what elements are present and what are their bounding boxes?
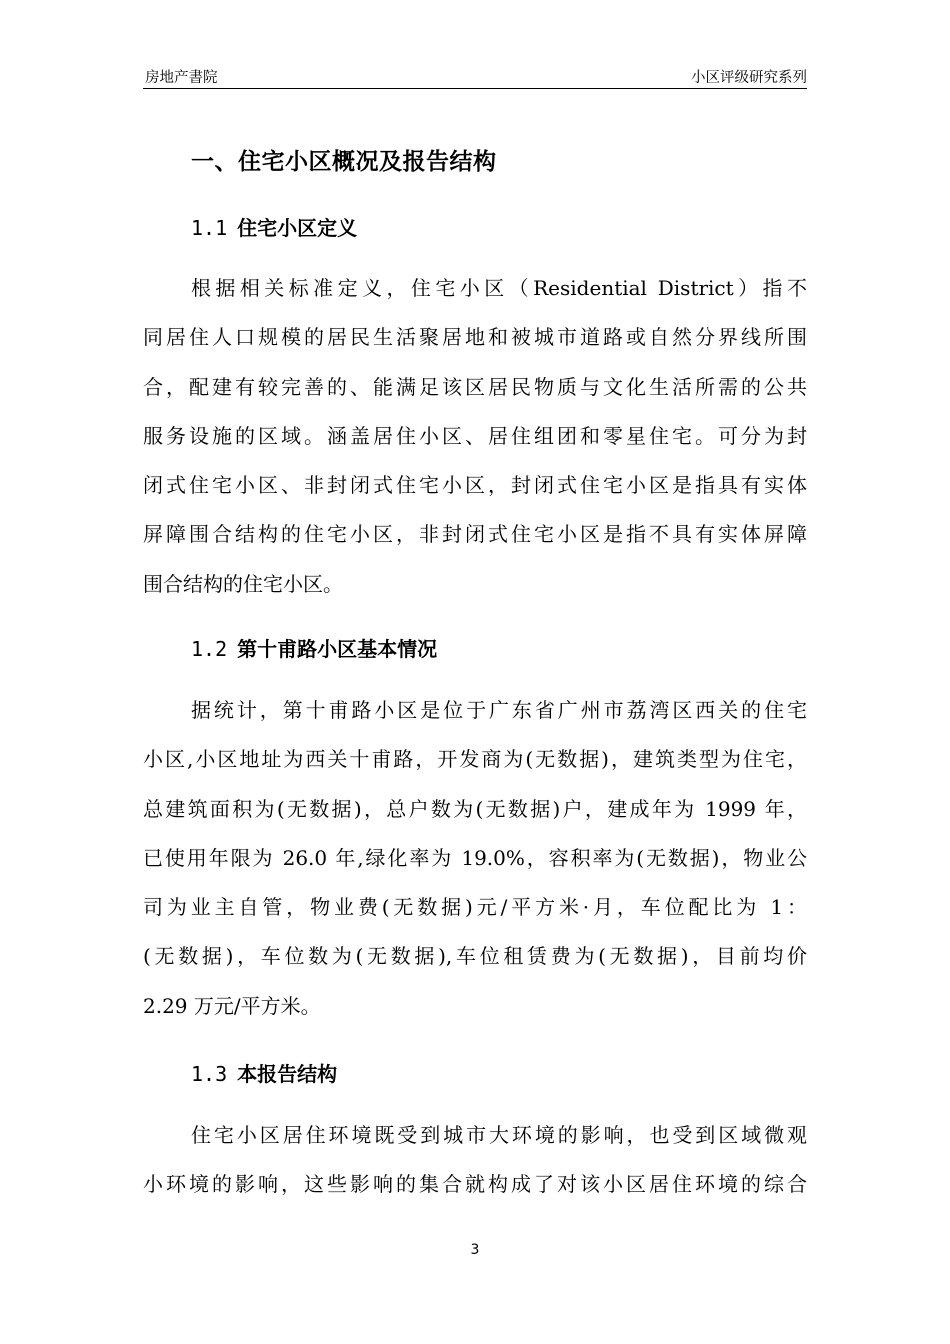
section-title: 第十甫路小区基本情况 <box>237 637 438 661</box>
paragraph-line: 服务设施的区域。涵盖居住小区、居住组团和零星住宅。可分为封 <box>143 423 807 448</box>
paragraph-line: 司为业主自管，物业费(无数据)元/平方米·月，车位配比为 1： <box>143 895 807 920</box>
header-left-title: 房地产書院 <box>145 70 218 86</box>
paragraph-line: 小环境的影响，这些影响的集合就构成了对该小区居住环境的综合 <box>143 1172 807 1197</box>
page-number: 3 <box>470 1242 480 1258</box>
paragraph-line: 围合结构的住宅小区。 <box>143 571 343 596</box>
paragraph-line: 住宅小区居住环境既受到城市大环境的影响，也受到区域微观 <box>191 1123 807 1147</box>
header-right-title: 小区评级研究系列 <box>691 70 807 86</box>
section-heading-1-2 <box>191 633 437 662</box>
paragraph-line: 同居住人口规模的居民生活聚居地和被城市道路或自然分界线所围 <box>143 325 807 350</box>
section-number: 1.1 <box>191 216 228 240</box>
section-heading-1-3 <box>191 1058 337 1087</box>
paragraph-line: 闭式住宅小区、非封闭式住宅小区，封闭式住宅小区是指具有实体 <box>143 473 807 498</box>
chapter-heading: 一、住宅小区概况及报告结构 <box>191 149 497 175</box>
paragraph-line: 2.29 万元/平方米。 <box>143 993 321 1018</box>
section-number: 1.3 <box>191 1062 228 1086</box>
paragraph-line: (无数据)，车位数为(无数据),车位租赁费为(无数据)，目前均价 <box>143 944 807 969</box>
paragraph-line: 屏障围合结构的住宅小区，非封闭式住宅小区是指不具有实体屏障 <box>143 522 807 547</box>
paragraph-line: 合，配建有较完善的、能满足该区居民物质与文化生活所需的公共 <box>143 374 807 399</box>
paragraph-line: 据统计，第十甫路小区是位于广东省广州市荔湾区西关的住宅 <box>191 698 807 722</box>
section-1-1-paragraph <box>143 264 807 609</box>
section-1-2-paragraph <box>143 686 807 1031</box>
paragraph-line: 已使用年限为 26.0 年,绿化率为 19.0%，容积率为(无数据)，物业公 <box>143 845 807 870</box>
paragraph-line: 总建筑面积为(无数据)，总户数为(无数据)户，建成年为 1999 年， <box>143 796 807 821</box>
section-heading-1-1 <box>191 212 357 241</box>
paragraph-line: 根据相关标准定义，住宅小区（Residential District）指不 <box>191 276 807 300</box>
section-number: 1.2 <box>191 637 228 661</box>
section-1-3-paragraph <box>143 1111 807 1210</box>
section-title: 本报告结构 <box>237 1062 338 1086</box>
section-title: 住宅小区定义 <box>237 216 358 240</box>
page-header <box>143 62 807 89</box>
paragraph-line: 小区,小区地址为西关十甫路，开发商为(无数据)，建筑类型为住宅， <box>143 747 807 772</box>
